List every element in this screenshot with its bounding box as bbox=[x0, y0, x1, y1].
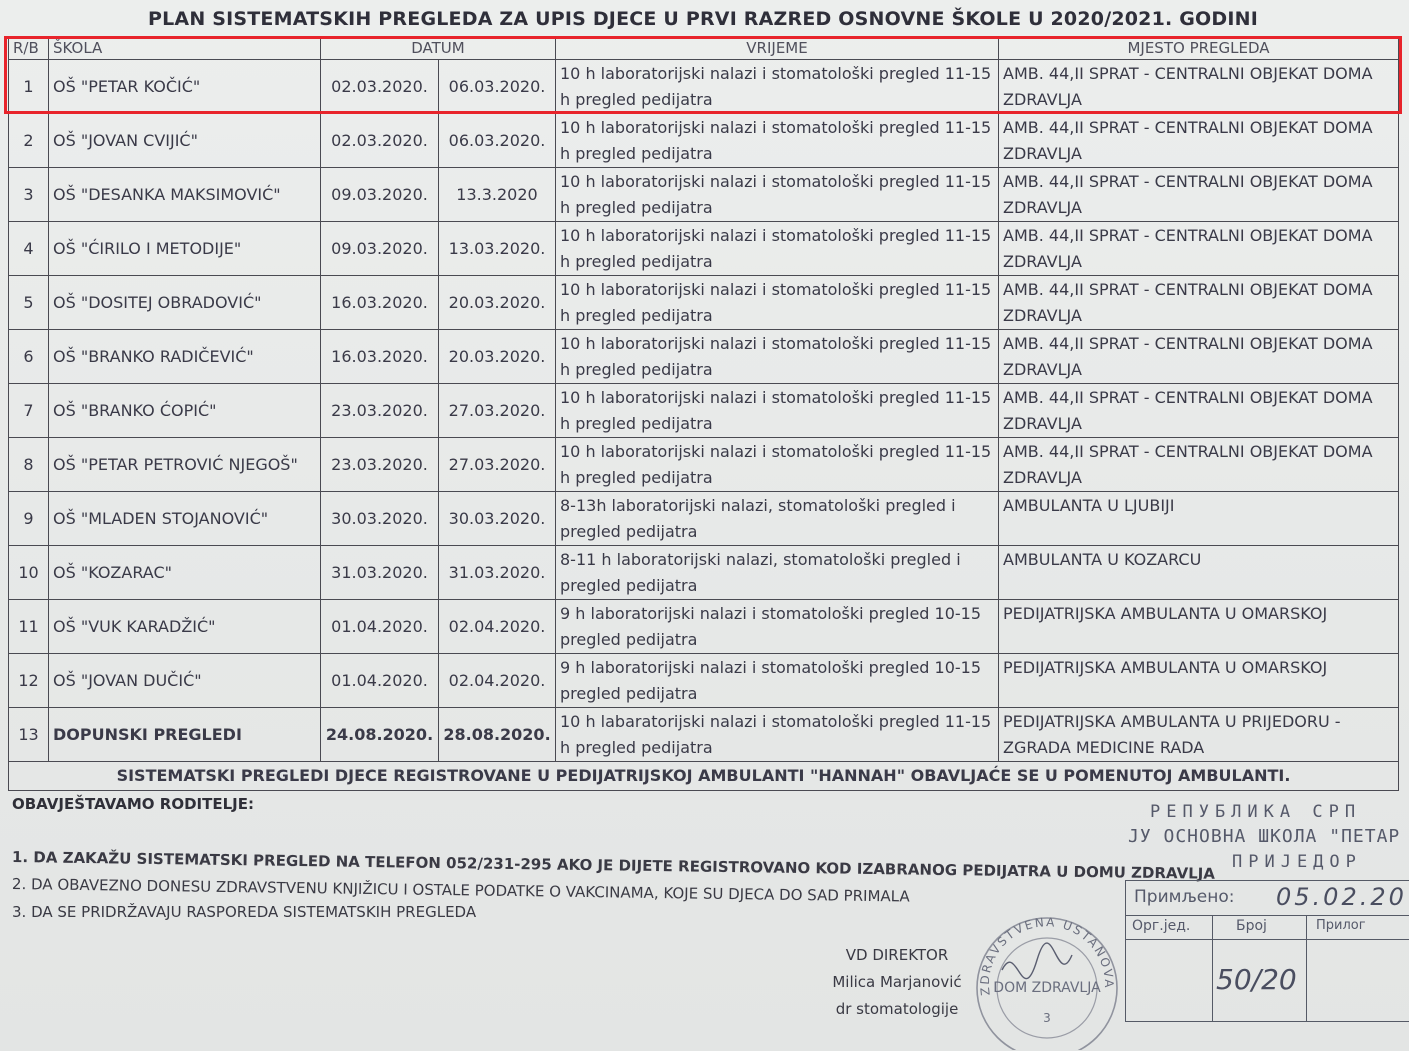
table-row bbox=[9, 222, 1399, 276]
row-place: AMB. 44,II SPRAT - CENTRALNI OBJEKAT DOMA ZDRAVLJA bbox=[999, 276, 1399, 330]
footer-note: SISTEMATSKI PREGLEDI DJECE REGISTROVANE U PEDIJATRIJSKOJ AMBULANTI "HANNAH" OBAVLJAĆE SE U POMENUTOJ AMBULANTI. bbox=[9, 762, 1399, 791]
registration-number: 50/20 bbox=[1216, 963, 1297, 996]
row-number: 10 bbox=[9, 546, 49, 600]
table-row bbox=[9, 60, 1399, 114]
table-row bbox=[9, 600, 1399, 654]
row-date-from: 02.03.2020. bbox=[321, 60, 439, 114]
row-school: OŠ "JOVAN DUČIĆ" bbox=[49, 654, 321, 708]
stamp-col-broj: Број bbox=[1236, 918, 1267, 934]
row-time: 10 h labaratorijski nalazi i stomatološki pregled 11-15 h pregled pedijatra bbox=[556, 708, 999, 762]
row-school: OŠ "ĆIRILO I METODIJE" bbox=[49, 222, 321, 276]
row-time: 10 h laboratorijski nalazi i stomatološki pregled 11-15 h pregled pedijatra bbox=[556, 60, 999, 114]
header-school: ŠKOLA bbox=[49, 37, 321, 60]
row-date-to: 02.04.2020. bbox=[439, 600, 556, 654]
row-time: 10 h laboratorijski nalazi i stomatološki pregled 11-15 h pregled pedijatra bbox=[556, 276, 999, 330]
row-date-from: 23.03.2020. bbox=[321, 438, 439, 492]
table-header-row bbox=[9, 37, 1399, 60]
row-school: OŠ "PETAR KOČIĆ" bbox=[49, 60, 321, 114]
seal-ring-text: ZDRAVSTVENA USTANOVA bbox=[977, 915, 1117, 997]
stamp-republic-line: РЕПУБЛИКА СРП bbox=[1150, 802, 1362, 822]
stamp-col-org: Орг.јед. bbox=[1132, 918, 1191, 934]
header-time: VRIJEME bbox=[556, 37, 999, 60]
row-time: 8-13h laboratorijski nalazi, stomatološki pregled i pregled pedijatra bbox=[556, 492, 999, 546]
row-place: AMB. 44,II SPRAT - CENTRALNI OBJEKAT DOMA ZDRAVLJA bbox=[999, 384, 1399, 438]
row-time: 10 h laboratorijski nalazi i stomatološki pregled 11-15 h pregled pedijatra bbox=[556, 330, 999, 384]
row-time: 9 h laboratorijski nalazi i stomatološki pregled 10-15 pregled pedijatra bbox=[556, 654, 999, 708]
row-number: 1 bbox=[9, 60, 49, 114]
notice-item-3: 3. DA SE PRIDRŽAVAJU RASPOREDA SISTEMATSKIH PREGLEDA bbox=[12, 903, 477, 921]
row-time: 8-11 h laboratorijski nalazi, stomatološki pregled i pregled pedijatra bbox=[556, 546, 999, 600]
row-school: OŠ "BRANKO ĆOPIĆ" bbox=[49, 384, 321, 438]
row-date-to: 13.03.2020. bbox=[439, 222, 556, 276]
row-place: AMBULANTA U KOZARCU bbox=[999, 546, 1399, 600]
row-date-to: 28.08.2020. bbox=[439, 708, 556, 762]
director-role: VD DIREKTOR bbox=[845, 946, 949, 964]
notice-item-1: 1. DA ZAKAŽU SISTEMATSKI PREGLED NA TELEFON 052/231-295 AKO JE DIJETE REGISTROVANO KOD IZABRANOG PEDIJATRA U DOMU ZDRAVLJA bbox=[11, 848, 1216, 883]
row-school: OŠ "KOZARAC" bbox=[49, 546, 321, 600]
table-row bbox=[9, 114, 1399, 168]
received-label: Примљено: bbox=[1134, 887, 1235, 907]
seal-center-text: DOM ZDRAVLJA bbox=[993, 980, 1101, 996]
stamp-col-prilog: Прилог bbox=[1316, 918, 1366, 933]
row-date-to: 06.03.2020. bbox=[439, 60, 556, 114]
row-number: 6 bbox=[9, 330, 49, 384]
row-school: OŠ "JOVAN CVIJIĆ" bbox=[49, 114, 321, 168]
row-date-to: 06.03.2020. bbox=[439, 114, 556, 168]
row-school: OŠ "PETAR PETROVIĆ NJEGOŠ" bbox=[49, 438, 321, 492]
table-row bbox=[9, 654, 1399, 708]
row-number: 2 bbox=[9, 114, 49, 168]
row-number: 13 bbox=[9, 708, 49, 762]
row-place: AMB. 44,II SPRAT - CENTRALNI OBJEKAT DOMA ZDRAVLJA bbox=[999, 330, 1399, 384]
table-row bbox=[9, 438, 1399, 492]
row-date-from: 01.04.2020. bbox=[321, 654, 439, 708]
stamp-school-line: ЈУ ОСНОВНА ШКОЛА "ПЕТАР bbox=[1128, 826, 1401, 847]
table-row bbox=[9, 330, 1399, 384]
table-row bbox=[9, 384, 1399, 438]
row-date-to: 13.3.2020 bbox=[439, 168, 556, 222]
row-school: OŠ "DOSITEJ OBRADOVIĆ" bbox=[49, 276, 321, 330]
row-date-from: 24.08.2020. bbox=[321, 708, 439, 762]
stamp-city-line: ПРИЈЕДОР bbox=[1232, 852, 1362, 872]
header-place: MJESTO PREGLEDA bbox=[999, 37, 1399, 60]
row-number: 3 bbox=[9, 168, 49, 222]
row-place: AMB. 44,II SPRAT - CENTRALNI OBJEKAT DOMA ZDRAVLJA bbox=[999, 60, 1399, 114]
row-time: 10 h laboratorijski nalazi i stomatološki pregled 11-15 h pregled pedijatra bbox=[556, 168, 999, 222]
row-place: AMB. 44,II SPRAT - CENTRALNI OBJEKAT DOMA ZDRAVLJA bbox=[999, 168, 1399, 222]
row-date-from: 23.03.2020. bbox=[321, 384, 439, 438]
row-date-to: 20.03.2020. bbox=[439, 276, 556, 330]
document-title: PLAN SISTEMATSKIH PREGLEDA ZA UPIS DJECE U PRVI RAZRED OSNOVNE ŠKOLE U 2020/2021. GODINI bbox=[147, 8, 1259, 30]
row-place: PEDIJATRIJSKA AMBULANTA U OMARSKOJ bbox=[999, 600, 1399, 654]
row-place: AMBULANTA U LJUBIJI bbox=[999, 492, 1399, 546]
footer-note-row bbox=[9, 762, 1399, 791]
row-date-to: 20.03.2020. bbox=[439, 330, 556, 384]
row-time: 10 h laboratorijski nalazi i stomatološki pregled 11-15 h pregled pedijatra bbox=[556, 222, 999, 276]
row-date-from: 09.03.2020. bbox=[321, 222, 439, 276]
row-time: 10 h laboratorijski nalazi i stomatološki pregled 11-15 h pregled pedijatra bbox=[556, 384, 999, 438]
row-date-to: 27.03.2020. bbox=[439, 438, 556, 492]
signature-block bbox=[812, 942, 982, 1023]
row-school: OŠ "DESANKA MAKSIMOVIĆ" bbox=[49, 168, 321, 222]
round-seal bbox=[962, 900, 1132, 1050]
row-number: 8 bbox=[9, 438, 49, 492]
row-date-from: 30.03.2020. bbox=[321, 492, 439, 546]
table-row bbox=[9, 492, 1399, 546]
table-row bbox=[9, 708, 1399, 762]
table-row bbox=[9, 168, 1399, 222]
row-number: 9 bbox=[9, 492, 49, 546]
row-time: 10 h laboratorijski nalazi i stomatološki pregled 11-15 h pregled pedijatra bbox=[556, 438, 999, 492]
row-time: 10 h laboratorijski nalazi i stomatološki pregled 11-15 h pregled pedijatra bbox=[556, 114, 999, 168]
schedule-table bbox=[8, 36, 1399, 791]
stamp-divider bbox=[1306, 915, 1307, 1021]
row-number: 7 bbox=[9, 384, 49, 438]
row-place: PEDIJATRIJSKA AMBULANTA U PRIJEDORU - ZGRADA MEDICINE RADA bbox=[999, 708, 1399, 762]
notice-item-2: 2. DA OBAVEZNO DONESU ZDRAVSTVENU KNJIŽICU I OSTALE PODATKE O VAKCINAMA, KOJE SU DJECA DO SAD PRIMALA bbox=[11, 875, 910, 906]
received-date: 05.02.20 bbox=[1276, 883, 1407, 911]
row-date-to: 31.03.2020. bbox=[439, 546, 556, 600]
row-place: AMB. 44,II SPRAT - CENTRALNI OBJEKAT DOMA ZDRAVLJA bbox=[999, 222, 1399, 276]
row-date-from: 02.03.2020. bbox=[321, 114, 439, 168]
row-date-to: 27.03.2020. bbox=[439, 384, 556, 438]
row-number: 4 bbox=[9, 222, 49, 276]
row-place: AMB. 44,II SPRAT - CENTRALNI OBJEKAT DOMA ZDRAVLJA bbox=[999, 438, 1399, 492]
row-school: DOPUNSKI PREGLEDI bbox=[49, 708, 321, 762]
header-rb: R/B bbox=[9, 37, 49, 60]
row-date-to: 30.03.2020. bbox=[439, 492, 556, 546]
signature-scribble bbox=[1002, 943, 1072, 979]
header-date: DATUM bbox=[321, 37, 556, 60]
director-name: Milica Marjanović bbox=[832, 973, 962, 991]
row-school: OŠ "MLADEN STOJANOVIĆ" bbox=[49, 492, 321, 546]
row-school: OŠ "VUK KARADŽIĆ" bbox=[49, 600, 321, 654]
row-date-to: 02.04.2020. bbox=[439, 654, 556, 708]
row-time: 9 h laboratorijski nalazi i stomatološki pregled 10-15 pregled pedijatra bbox=[556, 600, 999, 654]
row-place: AMB. 44,II SPRAT - CENTRALNI OBJEKAT DOMA ZDRAVLJA bbox=[999, 114, 1399, 168]
table-row bbox=[9, 546, 1399, 600]
row-number: 11 bbox=[9, 600, 49, 654]
receipt-stamp bbox=[1125, 880, 1409, 1022]
row-school: OŠ "BRANKO RADIČEVIĆ" bbox=[49, 330, 321, 384]
notice-title: OBAVJEŠTAVAMO RODITELJE: bbox=[12, 795, 254, 813]
director-title: dr stomatologije bbox=[835, 1000, 959, 1018]
row-date-from: 09.03.2020. bbox=[321, 168, 439, 222]
table-row bbox=[9, 276, 1399, 330]
row-date-from: 31.03.2020. bbox=[321, 546, 439, 600]
row-number: 12 bbox=[9, 654, 49, 708]
row-date-from: 16.03.2020. bbox=[321, 276, 439, 330]
seal-number: 3 bbox=[1043, 1011, 1051, 1025]
stamp-divider bbox=[1212, 915, 1213, 1021]
row-date-from: 01.04.2020. bbox=[321, 600, 439, 654]
row-place: PEDIJATRIJSKA AMBULANTA U OMARSKOJ bbox=[999, 654, 1399, 708]
row-date-from: 16.03.2020. bbox=[321, 330, 439, 384]
row-number: 5 bbox=[9, 276, 49, 330]
